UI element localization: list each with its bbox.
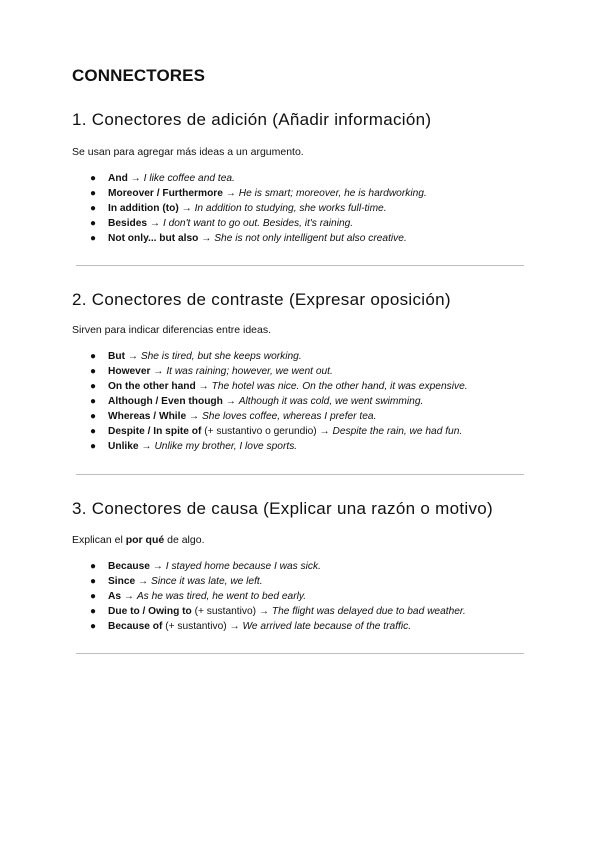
document-title: CONNECTORES — [72, 66, 206, 85]
bullet-icon: ● — [90, 561, 97, 572]
bullet-icon: ● — [90, 426, 97, 437]
section-causa — [72, 499, 524, 632]
bullet-icon: ● — [90, 233, 97, 244]
list-item: ● And → I like coffee and tea. — [90, 173, 235, 184]
bullet-icon: ● — [90, 188, 97, 199]
section-intro: Explican el por qué de algo. — [72, 534, 205, 546]
bullet-icon: ● — [90, 396, 97, 407]
list-item: ● Due to / Owing to (+ sustantivo) → The flight was delayed due to bad weather. — [90, 606, 466, 617]
bullet-icon: ● — [90, 381, 97, 392]
section-heading: 2. Conectores de contraste (Expresar oposición) — [72, 290, 451, 309]
list-item: ● Moreover / Furthermore → He is smart; moreover, he is hardworking. — [90, 188, 427, 199]
list-item: ● Despite / In spite of (+ sustantivo o gerundio) → Despite the rain, we had fun. — [90, 426, 463, 437]
bullet-icon: ● — [90, 591, 97, 602]
connector-list — [90, 559, 466, 634]
bullet-icon: ● — [90, 621, 97, 632]
bullet-icon: ● — [90, 351, 97, 362]
list-item: ● Unlike → Unlike my brother, I love sports. — [90, 441, 298, 452]
section-divider — [76, 474, 524, 475]
list-item: ● Not only... but also → She is not only intelligent but also creative. — [90, 233, 407, 244]
section-contraste — [72, 290, 524, 452]
list-item: ● But → She is tired, but she keeps working. — [90, 351, 302, 362]
connector-list — [90, 171, 427, 246]
bullet-icon: ● — [90, 173, 97, 184]
section-heading: 3. Conectores de causa (Explicar una razón o motivo) — [72, 499, 493, 518]
section-intro: Se usan para agregar más ideas a un argumento. — [72, 146, 304, 158]
list-item: ● However → It was raining; however, we went out. — [90, 366, 333, 377]
section-divider — [76, 653, 524, 654]
list-item: ● In addition (to) → In addition to studying, she works full-time. — [90, 203, 387, 214]
list-item: ● On the other hand → The hotel was nice. On the other hand, it was expensive. — [90, 381, 468, 392]
bullet-icon: ● — [90, 218, 97, 229]
bullet-icon: ● — [90, 411, 97, 422]
section-intro: Sirven para indicar diferencias entre ideas. — [72, 324, 272, 336]
bullet-icon: ● — [90, 203, 97, 214]
list-item: ● Besides → I don't want to go out. Besides, it's raining. — [90, 218, 354, 229]
section-adicion — [72, 110, 524, 244]
bullet-icon: ● — [90, 366, 97, 377]
connector-list — [90, 349, 468, 454]
list-item: ● Whereas / While → She loves coffee, whereas I prefer tea. — [90, 411, 377, 422]
list-item: ● Since → Since it was late, we left. — [90, 576, 263, 587]
bullet-icon: ● — [90, 441, 97, 452]
list-item: ● Because of (+ sustantivo) → We arrived late because of the traffic. — [90, 621, 412, 632]
list-item: ● Although / Even though → Although it was cold, we went swimming. — [90, 396, 424, 407]
bullet-icon: ● — [90, 606, 97, 617]
bullet-icon: ● — [90, 576, 97, 587]
list-item: ● As → As he was tired, he went to bed early. — [90, 591, 307, 602]
section-divider — [76, 265, 524, 266]
section-heading: 1. Conectores de adición (Añadir información) — [72, 110, 432, 129]
list-item: ● Because → I stayed home because I was sick. — [90, 561, 321, 572]
